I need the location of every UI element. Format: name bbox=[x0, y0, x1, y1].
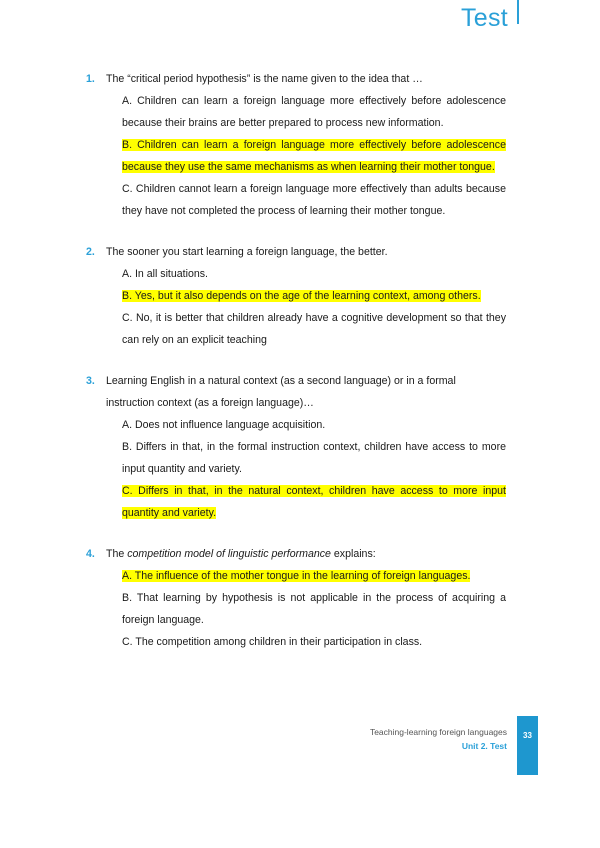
question-stem bbox=[86, 241, 506, 263]
answer-option-c bbox=[122, 178, 506, 222]
option-text: A. Does not influence language acquisition. bbox=[122, 419, 326, 431]
option-text: B. Yes, but it also depends on the age of the learning context, among others. bbox=[122, 290, 481, 302]
answer-options bbox=[122, 414, 506, 524]
question-number: 4. bbox=[86, 548, 95, 560]
answer-options bbox=[122, 263, 506, 351]
question-stem bbox=[86, 370, 506, 414]
option-text: A. Children can learn a foreign language more effectively before adolescence because their brains are better prepared to process new information. bbox=[122, 95, 506, 129]
option-text: C. Children cannot learn a foreign language more effectively than adults because they have not completed the process of learning their mother tongue. bbox=[122, 183, 506, 217]
footer-course-title: Teaching-learning foreign languages bbox=[369, 727, 507, 737]
page-header-title: Test bbox=[460, 4, 508, 32]
question-stem bbox=[86, 68, 506, 90]
question-stem bbox=[86, 543, 506, 565]
answer-option-a bbox=[122, 90, 506, 134]
question-text-suffix: explains: bbox=[330, 548, 376, 560]
question-1 bbox=[86, 68, 506, 222]
question-text-italic: competition model of linguistic performance bbox=[127, 548, 331, 560]
question-2 bbox=[86, 241, 506, 351]
answer-option-a bbox=[122, 414, 506, 436]
answer-option-c-highlighted bbox=[122, 480, 506, 524]
answer-option-c bbox=[122, 307, 506, 351]
answer-option-b-highlighted bbox=[122, 134, 506, 178]
answer-options bbox=[122, 565, 506, 653]
question-number: 2. bbox=[86, 246, 95, 258]
question-number: 1. bbox=[86, 73, 95, 85]
option-text: A. In all situations. bbox=[122, 268, 208, 280]
question-text: Learning English in a natural context (as a second language) or in a formal instruction context (as a foreign language)… bbox=[106, 375, 456, 409]
option-text: B. Children can learn a foreign language more effectively before adolescence because they use the same mechanisms as when learning their mother tongue. bbox=[122, 139, 506, 173]
question-text-prefix: The bbox=[106, 548, 128, 560]
answer-option-c bbox=[122, 631, 506, 653]
answer-option-a-highlighted bbox=[122, 565, 506, 587]
option-text: A. The influence of the mother tongue in the learning of foreign languages. bbox=[122, 570, 471, 582]
answer-options bbox=[122, 90, 506, 222]
answer-option-b bbox=[122, 436, 506, 480]
footer-unit-label: Unit 2. Test bbox=[461, 741, 507, 751]
answer-option-b-highlighted bbox=[122, 285, 506, 307]
option-text: C. The competition among children in their participation in class. bbox=[122, 636, 423, 648]
answer-option-a bbox=[122, 263, 506, 285]
question-list bbox=[86, 68, 506, 672]
question-text: The sooner you start learning a foreign language, the better. bbox=[106, 246, 388, 258]
option-text: C. No, it is better that children already have a cognitive development so that they can rely on an explicit teaching bbox=[122, 312, 506, 346]
question-text: The “critical period hypothesis” is the name given to the idea that … bbox=[106, 73, 423, 85]
answer-option-b bbox=[122, 587, 506, 631]
question-4 bbox=[86, 543, 506, 653]
page-number-tab bbox=[517, 716, 538, 775]
question-3 bbox=[86, 370, 506, 524]
page-number: 33 bbox=[523, 731, 532, 740]
header-divider bbox=[517, 0, 519, 24]
option-text: B. That learning by hypothesis is not applicable in the process of acquiring a foreign language. bbox=[122, 592, 506, 626]
option-text: B. Differs in that, in the formal instruction context, children have access to more input quantity and variety. bbox=[122, 441, 506, 475]
question-number: 3. bbox=[86, 375, 95, 387]
option-text: C. Differs in that, in the natural context, children have access to more input quantity and variety. bbox=[122, 485, 506, 519]
